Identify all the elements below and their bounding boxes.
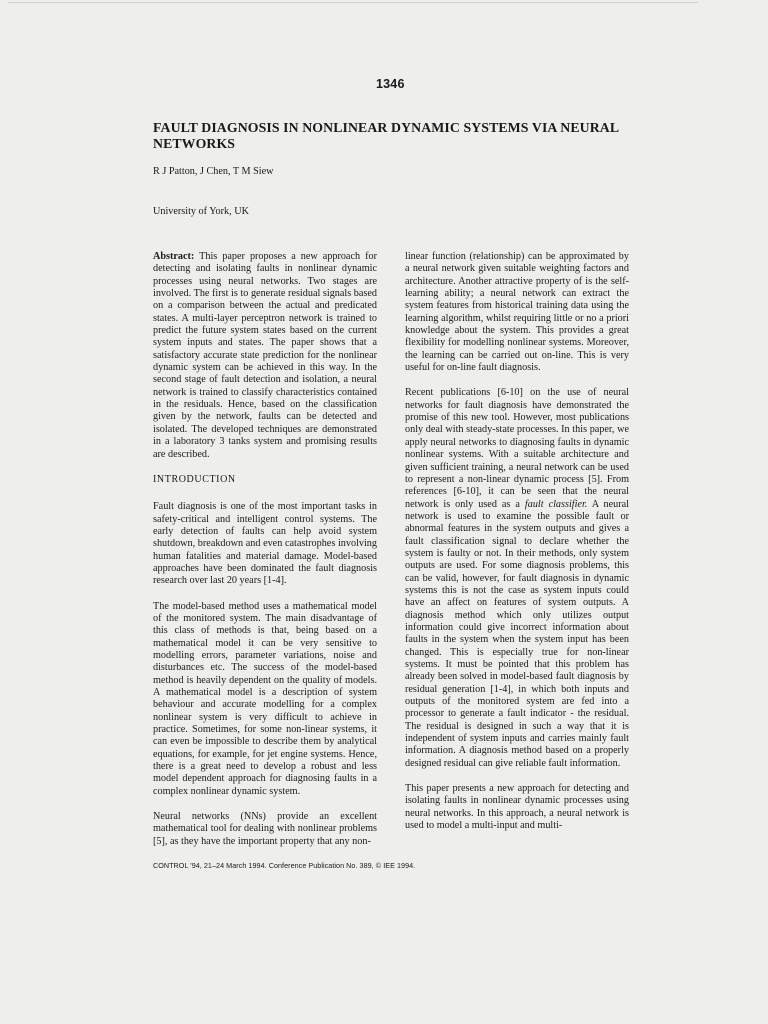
abstract-paragraph <box>153 251 377 461</box>
abstract-text: This paper proposes a new approach for detecting and isolating faults in nonlinear dynamic processes using neural networks. Two stages are involved. The first is to generate residual signals based on a comparison between the actual and predicated states. A multi-layer perceptron network is trained to predict the future system states based on the current system inputs and states. The paper shows that a satisfactory accurate state prediction for the nonlinear dynamic system can be achieved in this way. In the second stage of fault detection and isolation, a neural network is trained to classify characteristics contained in the residuals. Hence, based on the classification given by the network, faults can be detected and isolated. The developed techniques are demonstrated in a laboratory 3 tanks system and promising results are described. <box>153 251 377 460</box>
right-paragraph-1: linear function (relationship) can be approximated by a neural network given suitable weighting factors and architecture. Another attractive property of is the self-learning ability; a neural network can extract the system features from historical training data using the learning algorithm, whilst requiring little or no a priori knowledge about the system. This provides a great flexibility for modelling nonlinear systems. Moreover, the learning can be carried out on-line. This is very useful for on-line fault diagnosis. <box>405 251 629 374</box>
conference-footer: CONTROL '94, 21–24 March 1994. Conference Publication No. 389, © IEE 1994. <box>153 861 416 870</box>
abstract-label: Abstract: <box>153 251 195 262</box>
authors: R J Patton, J Chen, T M Siew <box>153 166 274 177</box>
page-number: 1346 <box>376 77 405 91</box>
intro-paragraph-2: The model-based method uses a mathematical model of the monitored system. The main disadvantage of this class of methods is that, being based on a mathematical model it can be very sensitive to modelling errors, parameter variations, noise and disturbances etc. The success of the model-based method is heavily dependent on the quality of models. A mathematical model is a description of system behaviour and accurate modelling for a complex nonlinear system is very difficult to achieve in practice. Sometimes, for some non-linear systems, it can even be impossible to describe them by analytical equations, for example, for jet engine systems. Hence, there is a great need to develop a robust and less model dependent approach for diagnosing faults in a complex nonlinear dynamic system. <box>153 600 377 797</box>
left-column <box>153 251 377 861</box>
paper-title: FAULT DIAGNOSIS IN NONLINEAR DYNAMIC SYSTEMS VIA NEURAL NETWORKS <box>153 120 619 151</box>
intro-paragraph-1: Fault diagnosis is one of the most important tasks in safety-critical and intelligent control systems. The early detection of faults can help avoid system shutdown, breakdown and even catastrophes involving human fatalities and material damage. Model-based approaches have been dominated the fault diagnosis research over last 20 years [1-4]. <box>153 501 377 587</box>
intro-paragraph-3: Neural networks (NNs) provide an excellent mathematical tool for dealing with nonlinear problems [5], as they have the important property that any non- <box>153 811 377 847</box>
right-paragraph-2 <box>405 387 629 770</box>
right-paragraph-3: This paper presents a new approach for detecting and isolating faults in nonlinear dynamic processes using neural networks. In this approach, a neural network is used to model a multi-input and multi- <box>405 783 629 832</box>
top-edge-rule <box>8 2 698 3</box>
affiliation: University of York, UK <box>153 206 249 217</box>
right-column <box>405 251 629 845</box>
fault-classifier-term: fault classifier. <box>524 498 588 510</box>
right-paragraph-2-text-b: A neural network is used to examine the possible fault or abnormal features in the system outputs and gives a fault classification signal to declare whether the system is faulty or not. In their methods, only system outputs are used. For some diagnosis problems, this can be valid, however, for fault diagnosis in dynamic systems this is not the case as system inputs could have an affect on features of system outputs. A diagnosis method which only utilizes output information could give incorrect information about faults in the system when the system input has been changed. This is especially true for non-linear systems. It must be pointed that this problem has already been solved in model-based fault diagnosis by residual generation [1-4], in which both inputs and outputs of the monitored system are fed into a processor to generate a fault indicator - the residual. The residual is designed in such a way that it is independent of system inputs and carries mainly fault information. A diagnosis method based on a properly designed residual can give reliable fault information. <box>405 498 630 769</box>
right-paragraph-2-text-a: Recent publications [6-10] on the use of neural networks for fault diagnosis have demonstrated the promise of this new tool. However, most publications only deal with steady-state processes. In this paper, we apply neural networks to diagnosing faults in dynamic nonlinear systems. With a suitable architecture and given sufficient training, a neural network can be used to represent a non-linear dynamic process [5]. From references [6-10], it can be seen that the neural network is only used as a <box>405 387 629 510</box>
section-heading-introduction: INTRODUCTION <box>153 473 236 485</box>
